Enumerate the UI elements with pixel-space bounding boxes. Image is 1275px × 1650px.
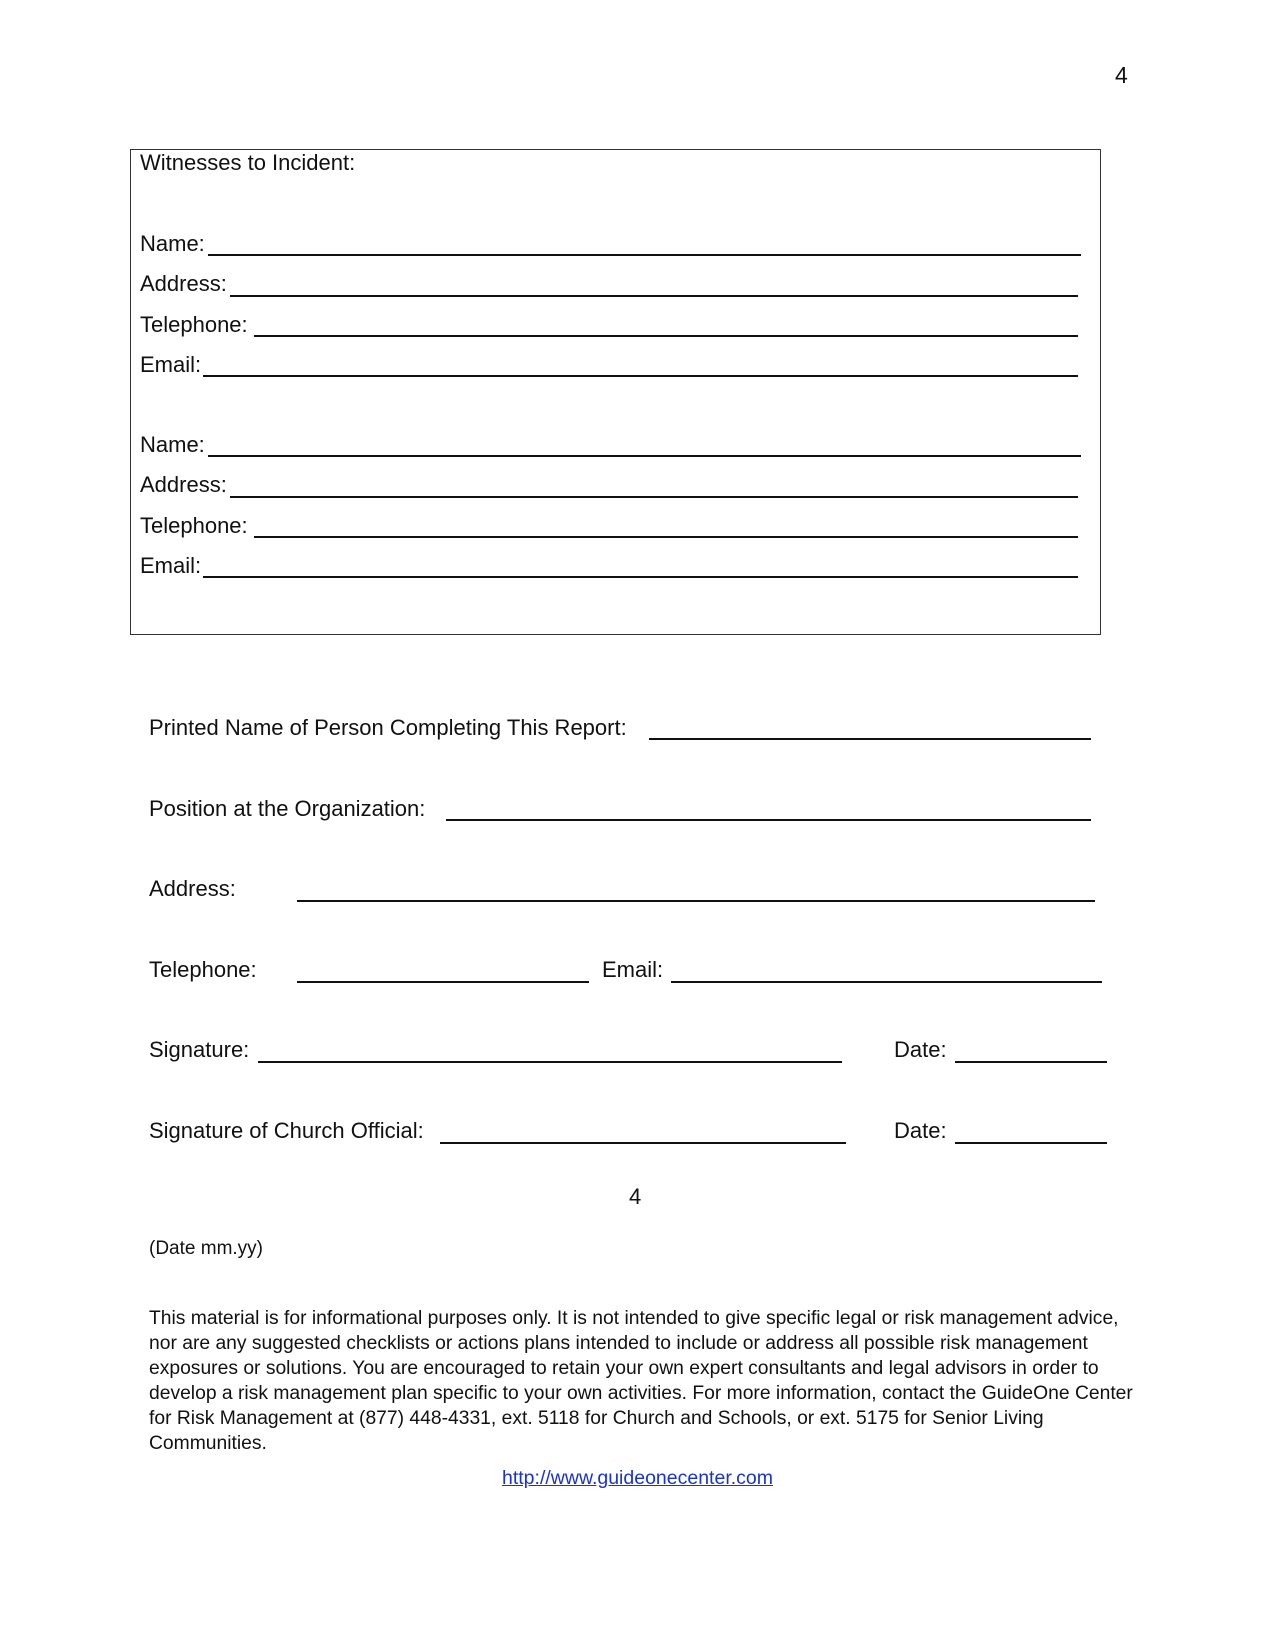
witness-1-name-label: Name: bbox=[140, 231, 205, 256]
witnesses-box bbox=[130, 149, 1101, 635]
printed-name-field[interactable] bbox=[649, 738, 1091, 740]
reporter-email-label: Email: bbox=[602, 957, 664, 982]
reporter-telephone-field[interactable] bbox=[297, 981, 589, 983]
witness-2-address-label: Address: bbox=[140, 472, 227, 497]
position-field[interactable] bbox=[446, 819, 1091, 821]
reporter-email-field[interactable] bbox=[671, 981, 1102, 983]
reporter-address-field[interactable] bbox=[297, 900, 1095, 902]
official-signature-label: Signature of Church Official: bbox=[149, 1118, 424, 1143]
witness-2-address-field[interactable] bbox=[230, 496, 1078, 498]
witness-1-email-label: Email: bbox=[140, 352, 202, 377]
witness-2-telephone-label: Telephone: bbox=[140, 513, 248, 538]
witness-2-email-label: Email: bbox=[140, 553, 202, 578]
position-label: Position at the Organization: bbox=[149, 796, 426, 821]
signature-field[interactable] bbox=[258, 1061, 842, 1063]
signature-date-field[interactable] bbox=[955, 1061, 1107, 1063]
reporter-telephone-label: Telephone: bbox=[149, 957, 257, 982]
official-date-label: Date: bbox=[894, 1118, 947, 1143]
signature-label: Signature: bbox=[149, 1037, 250, 1062]
witness-2-telephone-field[interactable] bbox=[254, 536, 1078, 538]
date-format-note: (Date mm.yy) bbox=[149, 1238, 263, 1259]
witness-1-address-field[interactable] bbox=[230, 295, 1078, 297]
witnesses-heading: Witnesses to Incident: bbox=[140, 150, 356, 175]
witness-2-name-label: Name: bbox=[140, 432, 205, 457]
disclaimer-text: This material is for informational purposes only. It is not intended to give specific legal or risk management advice, nor are any suggested checklists or actions plans intended to include or address all possible risk management exposures or solutions. You are encouraged to retain your own expert consultants and legal advisors in order to develop a risk management plan specific to your own activities. For more information, contact the GuideOne Center for Risk Management at (877) 448-4331, ext. 5118 for Church and Schools, or ext. 5175 for Senior Living Communities. bbox=[149, 1308, 1133, 1454]
reporter-address-label: Address: bbox=[149, 876, 236, 901]
official-signature-field[interactable] bbox=[440, 1142, 846, 1144]
signature-date-label: Date: bbox=[894, 1037, 947, 1062]
witness-1-address-label: Address: bbox=[140, 271, 227, 296]
page-number-bottom: 4 bbox=[629, 1184, 642, 1209]
printed-name-label: Printed Name of Person Completing This Report: bbox=[149, 715, 627, 740]
witness-1-email-field[interactable] bbox=[203, 375, 1078, 377]
witness-1-telephone-label: Telephone: bbox=[140, 312, 248, 337]
website-link[interactable]: http://www.guideonecenter.com bbox=[502, 1467, 773, 1489]
witness-1-telephone-field[interactable] bbox=[254, 335, 1078, 337]
official-date-field[interactable] bbox=[955, 1142, 1107, 1144]
witness-2-email-field[interactable] bbox=[203, 576, 1078, 578]
page-number-top: 4 bbox=[1115, 62, 1128, 88]
witness-1-name-field[interactable] bbox=[208, 254, 1081, 256]
witness-2-name-field[interactable] bbox=[208, 455, 1081, 457]
